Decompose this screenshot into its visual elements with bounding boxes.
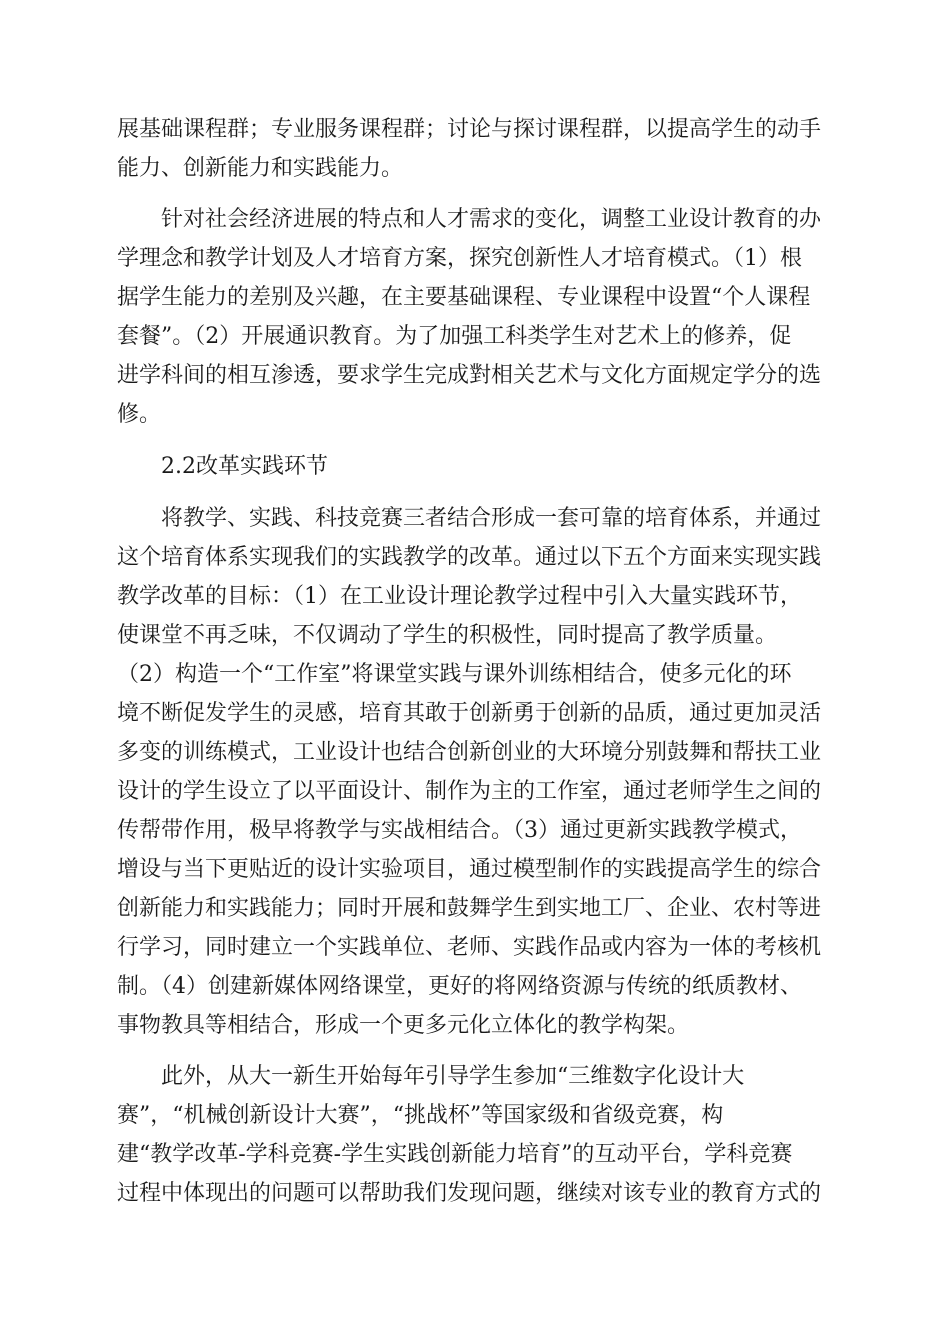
text-line: 传帮带作用，极早将教学与实战相结合。（3）通过更新实践教学模式， bbox=[117, 818, 802, 843]
text-line: 建“教学改革-学科竞赛-学生实践创新能力培育”的互动平台，学科竞赛 bbox=[117, 1142, 793, 1167]
text-line: 学理念和教学计划及人才培育方案，探究创新性人才培育模式。（1）根 bbox=[117, 246, 802, 271]
text-line: 境不断促发学生的灵感，培育其敢于创新勇于创新的品质，通过更加灵活 bbox=[117, 701, 822, 726]
section-heading: 2.2改革实践环节 bbox=[161, 454, 328, 479]
text-line: 事物教具等相结合，形成一个更多元化立体化的教学构架。 bbox=[117, 1013, 690, 1038]
text-line: 这个培育体系实现我们的实践教学的改革。通过以下五个方面来实现实践 bbox=[117, 545, 822, 570]
text-line: 多变的训练模式，工业设计也结合创新创业的大环境分别鼓舞和帮扶工业 bbox=[117, 740, 822, 765]
text-line: 进学科间的相互渗透，要求学生完成對相关艺术与文化方面规定学分的选 bbox=[117, 363, 822, 388]
text-line: 套餐”。（2）开展通识教育。为了加强工科类学生对艺术上的修养，促 bbox=[117, 324, 792, 349]
text-line: 展基础课程群；专业服务课程群；讨论与探讨课程群，以提高学生的动手 bbox=[117, 117, 822, 142]
text-line: 针对社会经济进展的特点和人才需求的变化，调整工业设计教育的办 bbox=[161, 207, 822, 232]
text-line: 创新能力和实践能力；同时开展和鼓舞学生到实地工厂、企业、农村等进 bbox=[117, 896, 822, 921]
text-line: 过程中体现出的问题可以帮助我们发现问题，继续对该专业的教育方式的 bbox=[117, 1181, 822, 1206]
text-line: 据学生能力的差别及兴趣，在主要基础课程、专业课程中设置“个人课程 bbox=[117, 285, 811, 310]
text-line: 设计的学生设立了以平面设计、制作为主的工作室，通过老师学生之间的 bbox=[117, 779, 822, 804]
text-line: 修。 bbox=[117, 402, 162, 427]
text-line: 将教学、实践、科技竞赛三者结合形成一套可靠的培育体系，并通过 bbox=[161, 506, 822, 531]
text-line: 行学习，同时建立一个实践单位、老师、实践作品或内容为一体的考核机 bbox=[117, 935, 822, 960]
text-line: 教学改革的目标：（1）在工业设计理论教学过程中引入大量实践环节， bbox=[117, 584, 802, 609]
text-line: （2）构造一个“工作室”将课堂实践与课外训练相结合，使多元化的环 bbox=[117, 662, 792, 687]
text-line: 增设与当下更贴近的设计实验项目，通过模型制作的实践提高学生的综合 bbox=[117, 857, 822, 882]
text-line: 赛”，“机械创新设计大赛”，“挑战杯”等国家级和省级竞赛，构 bbox=[117, 1103, 724, 1128]
text-line: 制。（4）创建新媒体网络课堂，更好的将网络资源与传统的纸质教材、 bbox=[117, 974, 802, 999]
text-line: 使课堂不再乏味，不仅调动了学生的积极性，同时提高了教学质量。 bbox=[117, 623, 778, 648]
text-line: 此外，从大一新生开始每年引导学生参加“三维数字化设计大 bbox=[161, 1064, 745, 1089]
text-line: 能力、创新能力和实践能力。 bbox=[117, 156, 404, 181]
